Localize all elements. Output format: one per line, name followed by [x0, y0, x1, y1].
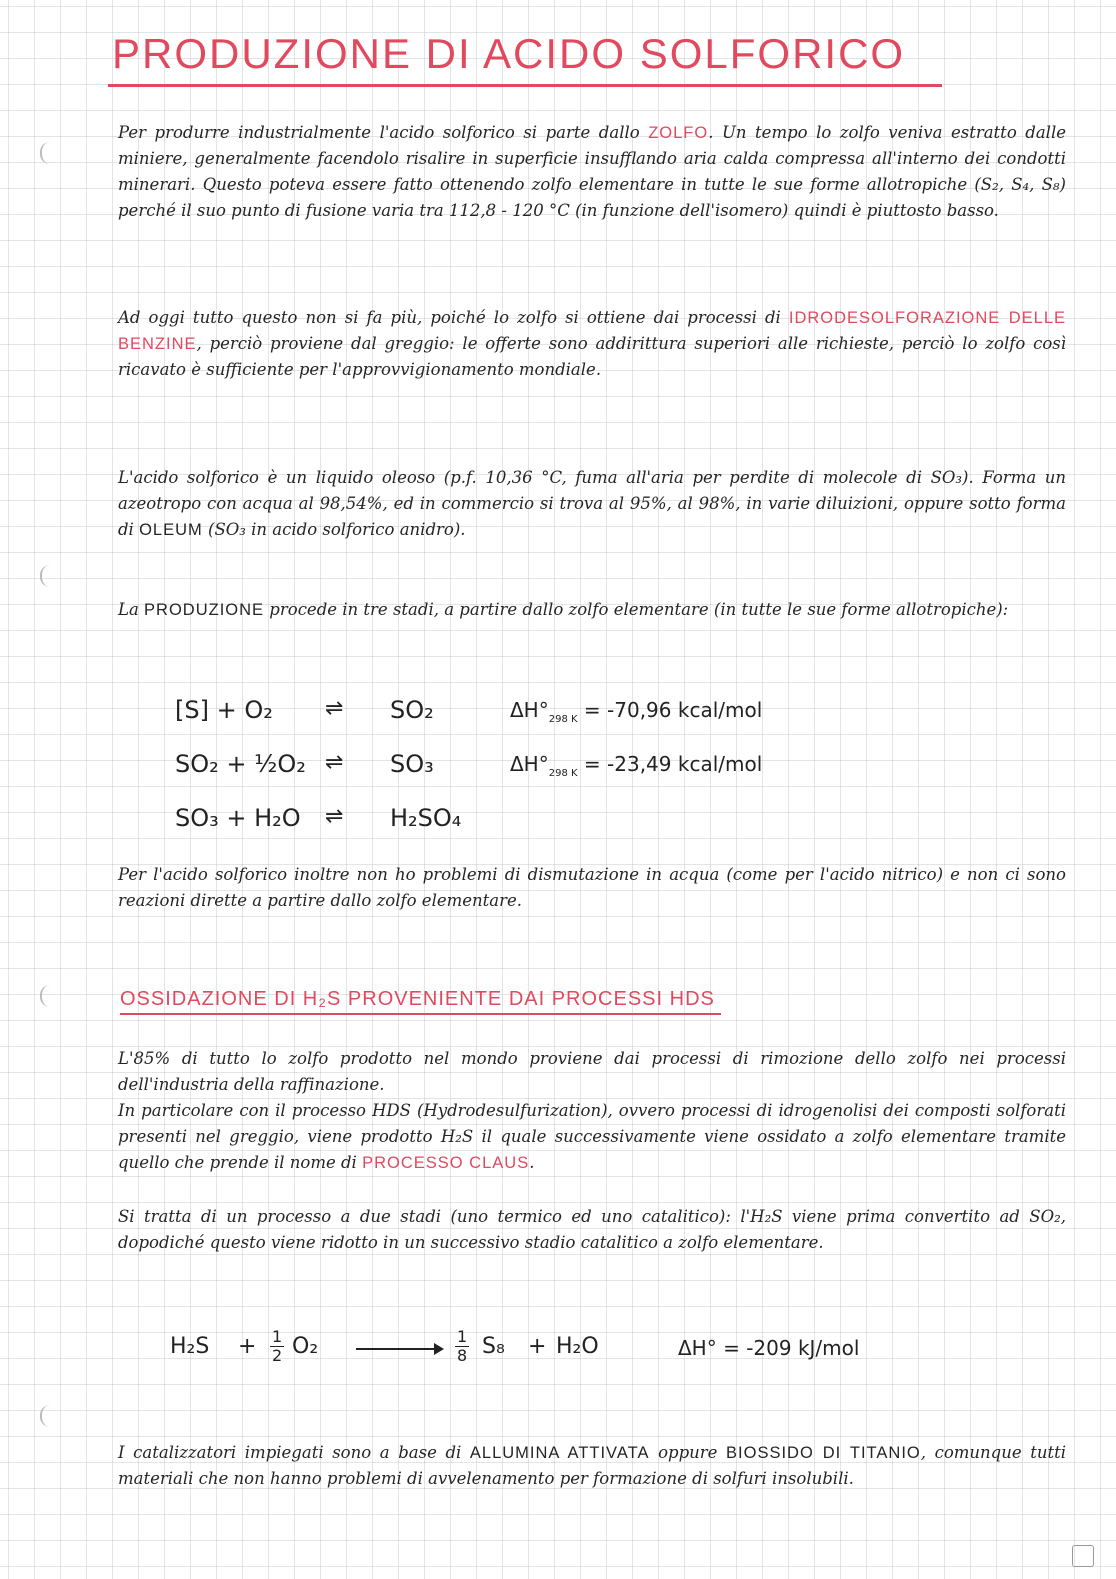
- enthalpy-value: [510, 752, 762, 779]
- enthalpy-label: ΔH°: [510, 752, 549, 776]
- catalysts-text-cont: oppure: [649, 1443, 727, 1462]
- binder-hole-mark: [40, 1405, 56, 1427]
- reaction-equations: [175, 688, 895, 850]
- plus-sign: +: [528, 1334, 547, 1359]
- properties-text: L'acido solforico è un liquido oleoso (p.f. 10,36 °C, fuma all'aria per perdite di molecole di SO₃). Forma un azeotropo con acqua al 98,54%, ed in commercio si trova al 95%, al 98%, in varie diluizioni, oppure sotto forma di: [118, 468, 1066, 539]
- equation-reactants: SO₃ + H₂O: [175, 804, 301, 832]
- equation-products: SO₂: [390, 696, 434, 724]
- equilibrium-arrow-icon: ⇌: [325, 696, 344, 721]
- fraction-one-eighth: [455, 1328, 469, 1365]
- section-paragraph-2: [118, 1098, 1066, 1176]
- equation-reactants: [S] + O₂: [175, 696, 273, 724]
- reaction-arrow-icon: [356, 1348, 442, 1350]
- production-intro-text: La: [118, 600, 145, 619]
- zolfo-keyword: ZOLFO: [648, 124, 709, 142]
- intro-paragraph: [118, 120, 1066, 224]
- plus-sign: +: [238, 1334, 257, 1359]
- page-title: PRODUZIONE DI ACIDO SOLFORICO: [108, 30, 942, 87]
- equation-reactants: SO₂ + ½O₂: [175, 750, 306, 778]
- equation-row: [175, 688, 895, 742]
- catalysts-text: I catalizzatori impiegati sono a base di: [118, 1443, 470, 1462]
- page-corner-icon: [1072, 1545, 1094, 1567]
- enthalpy-number: = -23,49 kcal/mol: [583, 752, 763, 776]
- intro-text-cont: . Un tempo lo zolfo veniva estratto dalle miniere, generalmente facendolo risalire in superficie insufflando aria calda compressa all'interno dei condotti minerari. Questo poteva essere fatto ottenendo zolfo elementare in tutte le sue forme allotropiche (S₂, S₄, S₈) perché il suo punto di fusione varia tra 112,8 - 120 °C (in funzione dell'isomero) quindi è piuttosto basso.: [118, 123, 1066, 220]
- fraction-one-half: [270, 1328, 284, 1365]
- claus-equation: [170, 1327, 930, 1380]
- properties-paragraph: [118, 465, 1066, 543]
- fraction-denominator: 8: [457, 1346, 468, 1365]
- catalysts-paragraph: [118, 1440, 1066, 1492]
- equation-row: [175, 796, 895, 850]
- section-paragraph-3: Si tratta di un processo a due stadi (uno termico ed uno catalitico): l'H₂S viene prima convertito ad SO₂, dopodiché questo viene ridotto in un successivo stadio catalitico a zolfo elementare.: [118, 1207, 1066, 1252]
- binder-hole-mark: [40, 142, 56, 164]
- today-text: Ad oggi tutto questo non si fa più, poiché lo zolfo si ottiene dai processi di: [118, 308, 789, 327]
- enthalpy-temperature: 298 K: [548, 768, 578, 779]
- titania-keyword: BIOSSIDO DI TITANIO: [726, 1444, 921, 1462]
- intro-text: Per produrre industrialmente l'acido solforico si parte dallo: [118, 123, 649, 142]
- production-intro-text-cont: procede in tre stadi, a partire dallo zolfo elementare (in tutte le sue forme allotropiche):: [264, 600, 1009, 619]
- binder-hole-mark: [40, 565, 56, 587]
- alumina-keyword: ALLUMINA ATTIVATA: [469, 1444, 650, 1462]
- section-paragraph-2-end: .: [529, 1153, 535, 1172]
- equilibrium-arrow-icon: ⇌: [325, 804, 344, 829]
- catalysts-text-end: , comunque tutti materiali che non hanno problemi di avvelenamento per formazione di solfuri insolubili.: [118, 1443, 1067, 1488]
- enthalpy-label: ΔH°: [510, 698, 549, 722]
- section-paragraph-2-text: In particolare con il processo HDS (Hydrodesulfurization), ovvero processi di idrogenolisi dei composti solforati presenti nel greggio, viene prodotto H₂S il quale successivamente viene ossidato a zolfo elementare tramite quello che prende il nome di: [118, 1101, 1066, 1172]
- today-text-cont: , perciò proviene dal greggio: le offerte sono addirittura superiori alle richieste, perciò lo zolfo così ricavato è sufficiente per l'approvvigionamento mondiale.: [118, 334, 1066, 379]
- fraction-numerator: 1: [272, 1327, 283, 1346]
- properties-text-cont: (SO₃ in acido solforico anidro).: [202, 520, 466, 539]
- fraction-denominator: 2: [272, 1346, 283, 1365]
- note-paragraph: Per l'acido solforico inoltre non ho problemi di dismutazione in acqua (come per l'acido nitrico) e non ci sono reazioni dirette a partire dallo zolfo elementare.: [118, 865, 1066, 910]
- today-paragraph: [118, 305, 1066, 383]
- claus-reactant-o2: O₂: [292, 1334, 319, 1359]
- claus-product-h2o: H₂O: [556, 1334, 599, 1359]
- equation-row: [175, 742, 895, 796]
- section-title: OSSIDAZIONE DI H₂S PROVENIENTE DAI PROCESSI HDS: [120, 988, 721, 1015]
- equilibrium-arrow-icon: ⇌: [325, 750, 344, 775]
- equation-products: SO₃: [390, 750, 434, 778]
- claus-keyword: PROCESSO CLAUS: [362, 1154, 530, 1172]
- fraction-numerator: 1: [457, 1327, 468, 1346]
- claus-reactant-h2s: H₂S: [170, 1334, 210, 1359]
- binder-hole-mark: [40, 985, 56, 1007]
- production-keyword: PRODUZIONE: [144, 601, 265, 619]
- section-paragraph-1: L'85% di tutto lo zolfo prodotto nel mondo proviene dai processi di rimozione dello zolfo nei processi dell'industria della raffinazione.: [118, 1049, 1066, 1094]
- enthalpy-number: = -70,96 kcal/mol: [583, 698, 763, 722]
- enthalpy-value: [510, 698, 762, 725]
- hydrodesulfurization-keyword: IDRODESOLFORAZIONE DELLE BENZINE: [118, 309, 1066, 353]
- oleum-keyword: OLEUM: [139, 521, 203, 539]
- production-intro-paragraph: [118, 597, 1066, 623]
- claus-product-s8: S₈: [482, 1334, 505, 1359]
- equation-products: H₂SO₄: [390, 804, 462, 832]
- enthalpy-temperature: 298 K: [548, 714, 578, 725]
- claus-enthalpy: ΔH° = -209 kJ/mol: [678, 1336, 860, 1360]
